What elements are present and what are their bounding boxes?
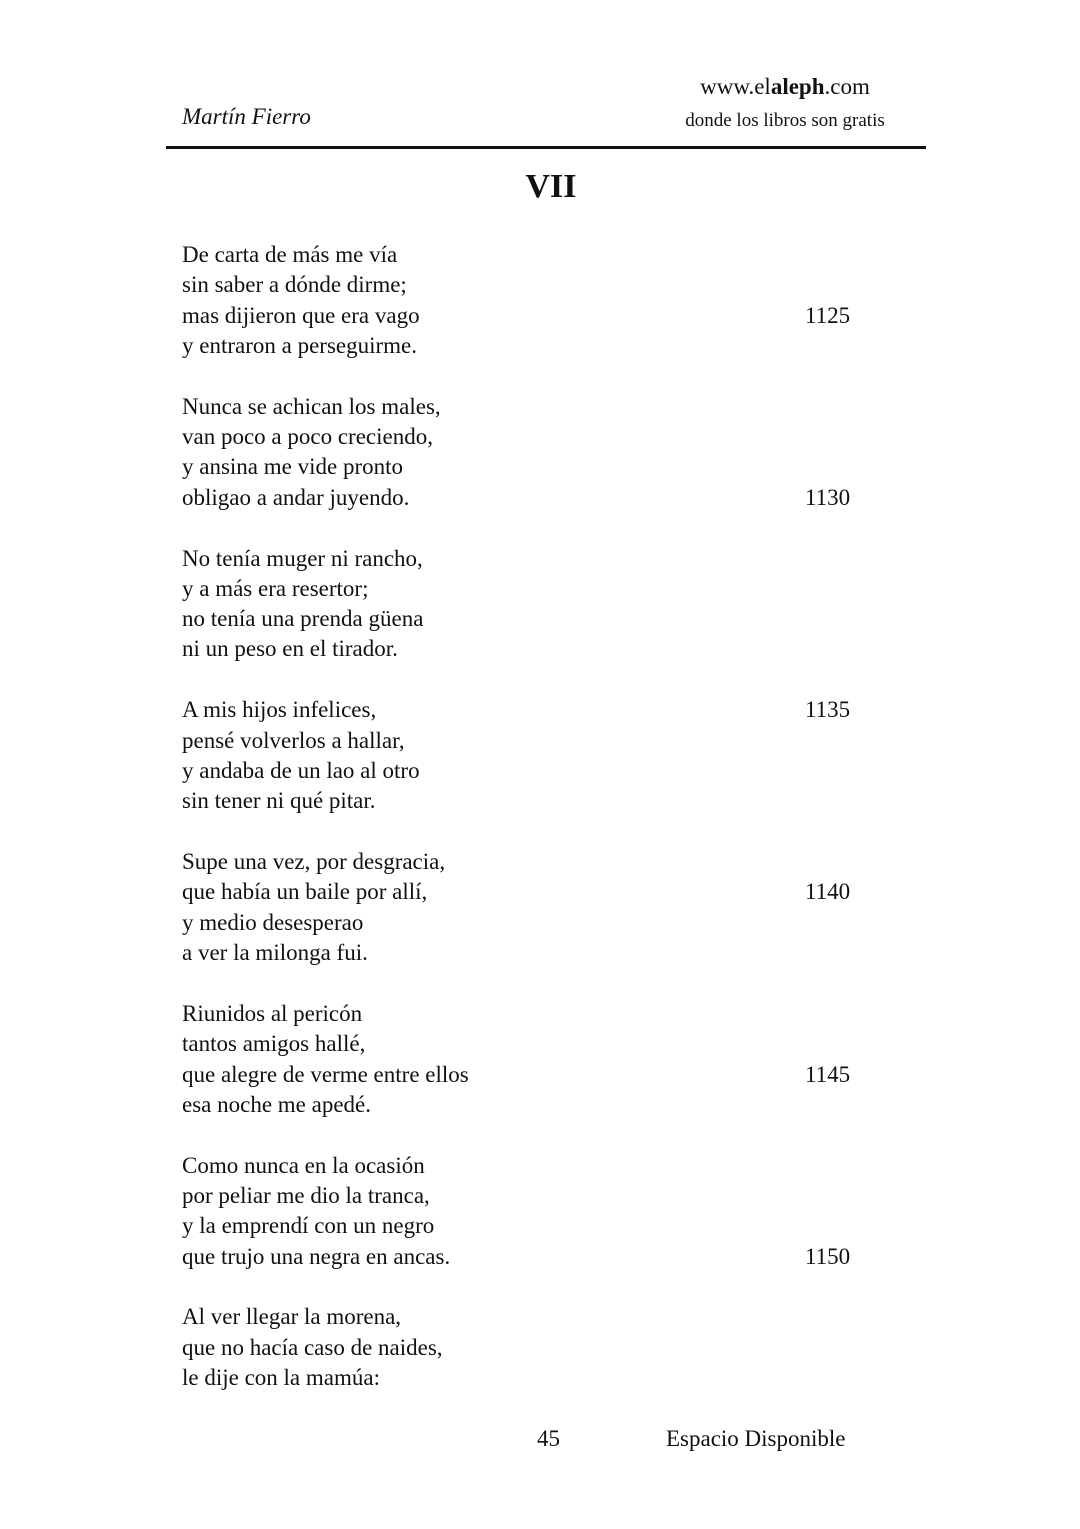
verse-line	[182, 331, 882, 361]
verse-text: y la emprendí con un negro	[182, 1213, 435, 1239]
verse-text: que alegre de verme entre ellos	[182, 1061, 469, 1087]
verse-text: que había un baile por allí,	[182, 879, 428, 905]
verse-text: por peliar me dio la tranca,	[182, 1182, 430, 1208]
stanza	[182, 999, 882, 1120]
verse-line	[182, 1333, 882, 1363]
verse-line	[182, 1211, 882, 1241]
verse-line	[182, 1363, 882, 1393]
verse-text: y andaba de un lao al otro	[182, 757, 420, 783]
verse-line	[182, 452, 882, 482]
line-number: 1135	[805, 697, 851, 723]
line-number: 1150	[805, 1243, 851, 1269]
verse-line	[182, 604, 882, 634]
verse-line	[182, 877, 882, 907]
verse-text: van poco a poco creciendo,	[182, 424, 433, 450]
verse-text: obligao a andar juyendo.	[182, 484, 410, 510]
verse-text: A mis hijos infelices,	[182, 697, 377, 723]
verse-line	[182, 1151, 882, 1181]
verse-text: Nunca se achican los males,	[182, 393, 441, 419]
line-number: 1125	[805, 302, 851, 328]
stanza	[182, 1151, 882, 1272]
verse-line	[182, 1090, 882, 1120]
verse-text: a ver la milonga fui.	[182, 940, 368, 966]
verse-text: No tenía muger ni rancho,	[182, 545, 423, 571]
verse-text: De carta de más me vía	[182, 242, 398, 267]
verse-text: no tenía una prenda güena	[182, 606, 424, 632]
verse-text: esa noche me apedé.	[182, 1091, 372, 1117]
book-title: Martín Fierro	[182, 104, 311, 129]
stanza	[182, 544, 882, 665]
poem-body	[182, 240, 882, 1424]
verse-line	[182, 574, 882, 604]
verse-text: sin tener ni qué pitar.	[182, 788, 376, 814]
stanza	[182, 392, 882, 513]
verse-line	[182, 999, 882, 1029]
stanza	[182, 1302, 882, 1393]
verse-text: sin saber a dónde dirme;	[182, 272, 407, 298]
header-rule	[166, 146, 926, 149]
site-url-suffix: .com	[824, 74, 870, 99]
footer-note: Espacio Disponible	[666, 1426, 846, 1451]
page-number: 45	[537, 1426, 560, 1451]
verse-text: le dije con la mamúa:	[182, 1365, 380, 1391]
verse-line	[182, 634, 882, 664]
verse-line	[182, 1242, 882, 1272]
verse-line	[182, 908, 882, 938]
verse-text: mas dijieron que era vago	[182, 302, 420, 328]
verse-line	[182, 301, 882, 331]
verse-text: tantos amigos hallé,	[182, 1031, 366, 1057]
stanza	[182, 240, 882, 361]
site-url	[640, 74, 930, 100]
stanza	[182, 695, 882, 816]
verse-line	[182, 847, 882, 877]
chapter-heading: VII	[525, 168, 577, 205]
verse-text: Al ver llegar la morena,	[182, 1304, 402, 1330]
verse-text: y entraron a perseguirme.	[182, 332, 418, 358]
verse-text: y medio desesperao	[182, 909, 364, 935]
line-number: 1130	[805, 484, 851, 510]
verse-line	[182, 786, 882, 816]
verse-text: Como nunca en la ocasión	[182, 1152, 425, 1178]
site-url-prefix: www.el	[700, 74, 771, 99]
verse-line	[182, 483, 882, 513]
verse-line	[182, 422, 882, 452]
verse-line	[182, 938, 882, 968]
verse-line	[182, 1181, 882, 1211]
line-number: 1145	[805, 1061, 851, 1087]
verse-text: Supe una vez, por desgracia,	[182, 849, 446, 875]
verse-line	[182, 270, 882, 300]
verse-line	[182, 1029, 882, 1059]
verse-line	[182, 392, 882, 422]
verse-line	[182, 756, 882, 786]
verse-line	[182, 1302, 882, 1332]
verse-text: ni un peso en el tirador.	[182, 636, 398, 662]
verse-line	[182, 1060, 882, 1090]
verse-line	[182, 695, 882, 725]
verse-text: Riunidos al pericón	[182, 1000, 363, 1026]
verse-text: pensé volverlos a hallar,	[182, 727, 405, 753]
line-number: 1140	[805, 879, 851, 905]
site-url-brand: aleph	[770, 74, 825, 99]
verse-text: que trujo una negra en ancas.	[182, 1243, 451, 1269]
verse-text: que no hacía caso de naides,	[182, 1334, 443, 1360]
site-tagline: donde los libros son gratis	[685, 110, 885, 131]
verse-text: y ansina me vide pronto	[182, 454, 404, 480]
verse-line	[182, 544, 882, 574]
verse-line	[182, 726, 882, 756]
verse-line	[182, 240, 882, 270]
stanza	[182, 847, 882, 968]
verse-text: y a más era resertor;	[182, 575, 369, 601]
